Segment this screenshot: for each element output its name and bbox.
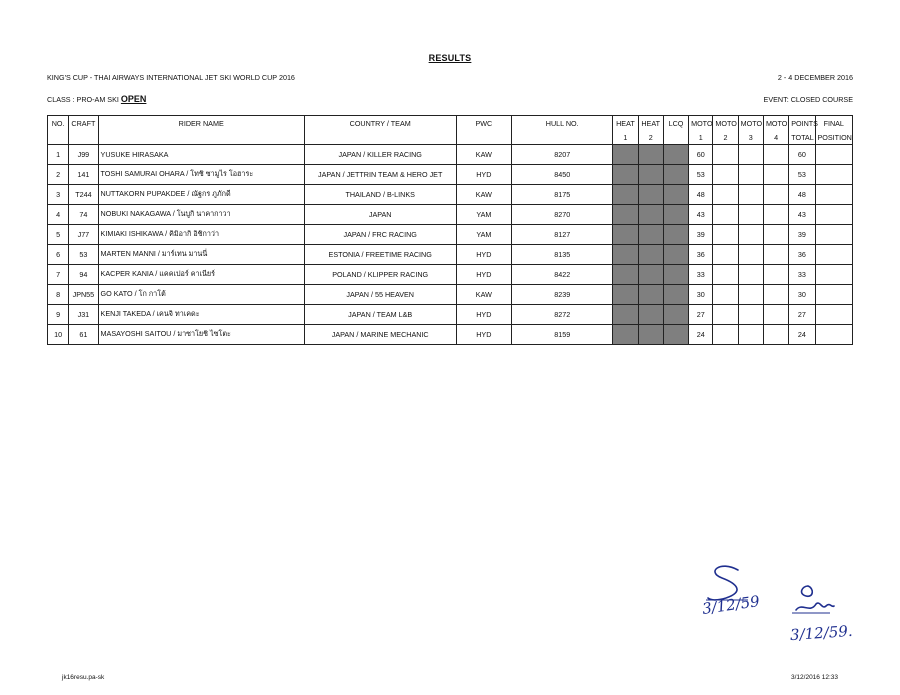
cell-position (815, 305, 853, 325)
cell-rider: NUTTAKORN PUPAKDEE / ณัฐกร ภูภักดี (98, 185, 304, 205)
cell-moto4 (763, 265, 788, 285)
cell-moto3 (738, 285, 763, 305)
cell-moto1: 24 (689, 325, 713, 345)
cell-no: 8 (48, 285, 69, 305)
cell-moto4 (763, 205, 788, 225)
table-row (48, 325, 853, 345)
cell-no: 5 (48, 225, 69, 245)
cell-heat1 (613, 185, 638, 205)
cell-craft: 74 (69, 205, 98, 225)
cell-craft: J99 (69, 145, 98, 165)
cell-moto3 (738, 265, 763, 285)
cell-moto3 (738, 225, 763, 245)
cell-total: 36 (789, 245, 815, 265)
cell-moto3 (738, 205, 763, 225)
cell-pwc: KAW (456, 285, 512, 305)
cell-hull: 8422 (512, 265, 613, 285)
cell-heat1 (613, 225, 638, 245)
col-header-heat1: HEAT (613, 116, 638, 131)
cell-moto3 (738, 185, 763, 205)
cell-hull: 8159 (512, 325, 613, 345)
cell-moto4 (763, 325, 788, 345)
cell-moto2 (713, 205, 738, 225)
cell-pwc: HYD (456, 165, 512, 185)
cell-moto2 (713, 285, 738, 305)
cell-no: 2 (48, 165, 69, 185)
cell-moto4 (763, 165, 788, 185)
event-type: EVENT: CLOSED COURSE (763, 95, 853, 104)
col-header-rider: RIDER NAME (98, 116, 304, 145)
cell-total: 24 (789, 325, 815, 345)
cell-heat1 (613, 325, 638, 345)
results-table (47, 115, 853, 345)
footer-file: jk16resu.pa-sk (62, 674, 105, 681)
cell-moto1: 30 (689, 285, 713, 305)
cell-craft: JPN55 (69, 285, 98, 305)
col-header-points: POINTS (789, 116, 815, 131)
cell-pwc: HYD (456, 245, 512, 265)
cell-pwc: KAW (456, 185, 512, 205)
cell-moto4 (763, 225, 788, 245)
cell-total: 60 (789, 145, 815, 165)
cell-hull: 8450 (512, 165, 613, 185)
cell-craft: T244 (69, 185, 98, 205)
cell-country: THAILAND / B-LINKS (304, 185, 456, 205)
cell-hull: 8207 (512, 145, 613, 165)
cell-hull: 8272 (512, 305, 613, 325)
cell-pwc: HYD (456, 265, 512, 285)
cell-moto1: 33 (689, 265, 713, 285)
cell-heat2 (638, 305, 663, 325)
cell-rider: YUSUKE HIRASAKA (98, 145, 304, 165)
cell-heat2 (638, 185, 663, 205)
cell-heat2 (638, 205, 663, 225)
col-subheader-moto2: 2 (713, 130, 738, 145)
cell-rider: KACPER KANIA / แคคเปอร์ คาเนียร์ (98, 265, 304, 285)
col-header-moto1: MOTO (689, 116, 713, 131)
page-title: RESULTS (428, 53, 472, 63)
cell-moto1: 27 (689, 305, 713, 325)
cell-no: 3 (48, 185, 69, 205)
cell-pwc: HYD (456, 325, 512, 345)
cell-hull: 8135 (512, 245, 613, 265)
cell-pwc: HYD (456, 305, 512, 325)
cell-total: 43 (789, 205, 815, 225)
cell-total: 39 (789, 225, 815, 245)
cell-heat1 (613, 205, 638, 225)
col-header-moto3: MOTO (738, 116, 763, 131)
cell-moto2 (713, 185, 738, 205)
table-row (48, 285, 853, 305)
col-header-moto2: MOTO (713, 116, 738, 131)
cell-moto4 (763, 145, 788, 165)
col-header-moto4: MOTO (763, 116, 788, 131)
cell-moto1: 39 (689, 225, 713, 245)
event-date: 2 - 4 DECEMBER 2016 (777, 73, 853, 82)
signature-date-left: 3/12/59 (701, 592, 761, 618)
table-row (48, 245, 853, 265)
col-header-lcq: LCQ (663, 116, 688, 145)
cell-pwc: YAM (456, 225, 512, 245)
cell-rider: KIMIAKI ISHIKAWA / คิมิอากิ อิชิกาว่า (98, 225, 304, 245)
col-header-hull: HULL NO. (512, 116, 613, 145)
cell-rider: KENJI TAKEDA / เคนจิ ทาเคดะ (98, 305, 304, 325)
cell-moto1: 43 (689, 205, 713, 225)
cell-position (815, 325, 853, 345)
cell-country: JAPAN / KILLER RACING (304, 145, 456, 165)
cell-pwc: YAM (456, 205, 512, 225)
cell-country: JAPAN / 55 HEAVEN (304, 285, 456, 305)
cell-position (815, 165, 853, 185)
cell-moto3 (738, 145, 763, 165)
cell-rider: MASAYOSHI SAITOU / มาซาโยชิ ไซโตะ (98, 325, 304, 345)
cell-moto3 (738, 305, 763, 325)
cell-no: 10 (48, 325, 69, 345)
event-name: KING'S CUP - THAI AIRWAYS INTERNATIONAL JET SKI WORLD CUP 2016 (47, 73, 295, 82)
col-subheader-position: POSITION (815, 130, 853, 145)
results-table-body (48, 145, 853, 345)
cell-country: JAPAN / MARINE MECHANIC (304, 325, 456, 345)
cell-rider: MARTEN MANNI / มาร์เทน มานนี่ (98, 245, 304, 265)
cell-heat1 (613, 245, 638, 265)
cell-lcq (663, 145, 688, 165)
cell-lcq (663, 185, 688, 205)
cell-no: 4 (48, 205, 69, 225)
col-header-country: COUNTRY / TEAM (304, 116, 456, 145)
cell-moto4 (763, 245, 788, 265)
cell-country: ESTONIA / FREETIME RACING (304, 245, 456, 265)
cell-country: JAPAN / TEAM L&B (304, 305, 456, 325)
cell-moto4 (763, 305, 788, 325)
cell-total: 30 (789, 285, 815, 305)
cell-moto1: 60 (689, 145, 713, 165)
cell-moto1: 36 (689, 245, 713, 265)
cell-total: 33 (789, 265, 815, 285)
cell-hull: 8175 (512, 185, 613, 205)
cell-moto3 (738, 245, 763, 265)
cell-heat2 (638, 245, 663, 265)
cell-position (815, 145, 853, 165)
class-label: CLASS : PRO-AM SKI (47, 95, 121, 104)
cell-moto4 (763, 185, 788, 205)
cell-heat2 (638, 325, 663, 345)
cell-rider: NOBUKI NAKAGAWA / โนบูกิ นาคากาวา (98, 205, 304, 225)
cell-moto1: 53 (689, 165, 713, 185)
cell-position (815, 265, 853, 285)
cell-no: 7 (48, 265, 69, 285)
cell-lcq (663, 225, 688, 245)
cell-moto1: 48 (689, 185, 713, 205)
col-subheader-moto4: 4 (763, 130, 788, 145)
cell-rider: TOSHI SAMURAI OHARA / โทชิ ซามูไร โอฮาระ (98, 165, 304, 185)
cell-craft: 141 (69, 165, 98, 185)
col-header-craft: CRAFT (69, 116, 98, 145)
cell-total: 27 (789, 305, 815, 325)
cell-heat2 (638, 285, 663, 305)
col-header-final: FINAL (815, 116, 853, 131)
col-subheader-moto1: 1 (689, 130, 713, 145)
cell-lcq (663, 285, 688, 305)
cell-heat1 (613, 145, 638, 165)
cell-craft: J77 (69, 225, 98, 245)
cell-country: JAPAN / JETTRIN TEAM & HERO JET (304, 165, 456, 185)
cell-lcq (663, 305, 688, 325)
signature-date-right: 3/12/59. (789, 621, 854, 645)
footer-printed: 3/12/2016 12:33 (791, 674, 838, 681)
cell-lcq (663, 265, 688, 285)
col-subheader-heat1: 1 (613, 130, 638, 145)
class-line (47, 94, 146, 104)
cell-hull: 8127 (512, 225, 613, 245)
cell-no: 9 (48, 305, 69, 325)
cell-hull: 8239 (512, 285, 613, 305)
cell-country: JAPAN / FRC RACING (304, 225, 456, 245)
cell-heat1 (613, 305, 638, 325)
cell-heat2 (638, 225, 663, 245)
col-subheader-moto3: 3 (738, 130, 763, 145)
cell-total: 53 (789, 165, 815, 185)
table-row (48, 165, 853, 185)
col-header-no: NO. (48, 116, 69, 145)
col-header-pwc: PWC (456, 116, 512, 145)
cell-lcq (663, 165, 688, 185)
cell-craft: J31 (69, 305, 98, 325)
cell-moto2 (713, 265, 738, 285)
cell-no: 6 (48, 245, 69, 265)
cell-hull: 8270 (512, 205, 613, 225)
table-row (48, 145, 853, 165)
cell-moto2 (713, 145, 738, 165)
right-signature-stroke (796, 586, 834, 610)
cell-rider: GO KATO / โก กาโต้ (98, 285, 304, 305)
cell-position (815, 225, 853, 245)
table-header-row (48, 116, 853, 131)
table-row (48, 205, 853, 225)
cell-moto3 (738, 165, 763, 185)
cell-lcq (663, 325, 688, 345)
cell-pwc: KAW (456, 145, 512, 165)
cell-country: POLAND / KLIPPER RACING (304, 265, 456, 285)
cell-craft: 53 (69, 245, 98, 265)
table-row (48, 305, 853, 325)
class-value: OPEN (120, 94, 147, 104)
cell-heat1 (613, 285, 638, 305)
cell-heat2 (638, 145, 663, 165)
cell-moto2 (713, 325, 738, 345)
table-row (48, 225, 853, 245)
cell-moto2 (713, 165, 738, 185)
cell-no: 1 (48, 145, 69, 165)
cell-heat2 (638, 265, 663, 285)
cell-country: JAPAN (304, 205, 456, 225)
table-row (48, 265, 853, 285)
cell-moto4 (763, 285, 788, 305)
cell-moto2 (713, 225, 738, 245)
cell-craft: 94 (69, 265, 98, 285)
cell-position (815, 245, 853, 265)
cell-heat2 (638, 165, 663, 185)
cell-lcq (663, 245, 688, 265)
cell-position (815, 185, 853, 205)
cell-heat1 (613, 265, 638, 285)
cell-total: 48 (789, 185, 815, 205)
col-subheader-heat2: 2 (638, 130, 663, 145)
cell-position (815, 285, 853, 305)
cell-moto2 (713, 245, 738, 265)
cell-heat1 (613, 165, 638, 185)
cell-moto3 (738, 325, 763, 345)
table-row (48, 185, 853, 205)
cell-craft: 61 (69, 325, 98, 345)
col-header-heat2: HEAT (638, 116, 663, 131)
cell-moto2 (713, 305, 738, 325)
cell-position (815, 205, 853, 225)
col-subheader-total: TOTAL (789, 130, 815, 145)
cell-lcq (663, 205, 688, 225)
